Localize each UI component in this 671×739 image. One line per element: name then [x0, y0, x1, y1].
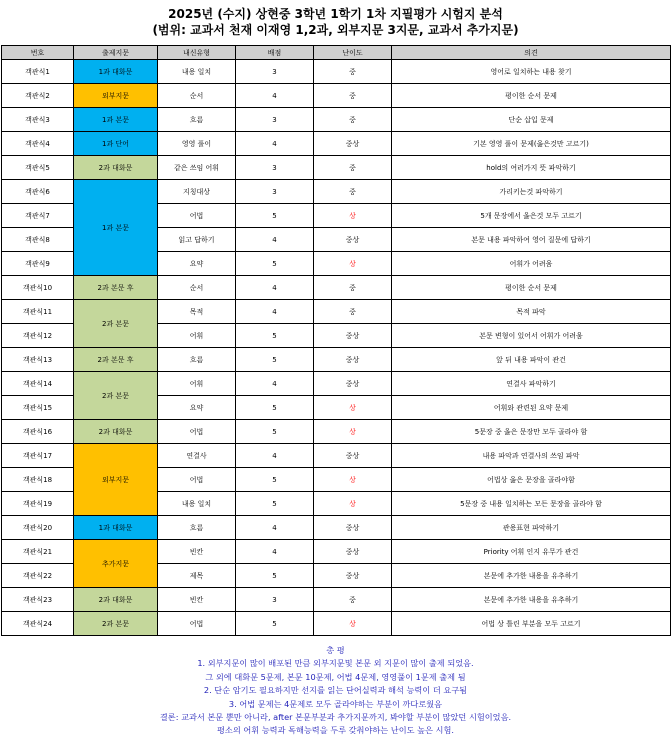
question-number: 객관식14: [2, 372, 74, 396]
difficulty: 중상: [314, 324, 392, 348]
question-number: 객관식11: [2, 300, 74, 324]
question-type: 요약: [158, 396, 236, 420]
question-type: 같은 쓰임 어휘: [158, 156, 236, 180]
difficulty: 상: [314, 612, 392, 636]
source-cell: 1과 본문: [74, 180, 158, 276]
difficulty: 중상: [314, 564, 392, 588]
question-number: 객관식17: [2, 444, 74, 468]
source-cell: 2과 본문 후: [74, 348, 158, 372]
opinion: 관용표현 파악하기: [392, 516, 671, 540]
question-number: 객관식1: [2, 60, 74, 84]
opinion: 앞 뒤 내용 파악이 관건: [392, 348, 671, 372]
question-type: 흐름: [158, 108, 236, 132]
question-type: 내용 일치: [158, 60, 236, 84]
difficulty: 중: [314, 180, 392, 204]
review-line: 결론: 교과서 본문 뿐만 아니라, after 본문부분과 추가지문까지, 봐야할 부분이 많았던 시험이었음.: [159, 712, 512, 723]
opinion: 5문장 중 내용 일치하는 모든 문장을 골라야 함: [392, 492, 671, 516]
difficulty: 중: [314, 84, 392, 108]
source-cell: 2과 본문: [74, 300, 158, 348]
question-number: 객관식7: [2, 204, 74, 228]
question-type: 어휘: [158, 372, 236, 396]
opinion: 5문장 중 옳은 문장만 모두 골라야 함: [392, 420, 671, 444]
question-number: 객관식6: [2, 180, 74, 204]
difficulty: 중상: [314, 516, 392, 540]
question-score: 3: [236, 108, 314, 132]
question-score: 5: [236, 396, 314, 420]
question-number: 객관식16: [2, 420, 74, 444]
table-row: [2, 540, 671, 564]
question-score: 3: [236, 588, 314, 612]
opinion: 연결사 파악하기: [392, 372, 671, 396]
question-type: 지칭대상: [158, 180, 236, 204]
opinion: 목적 파악: [392, 300, 671, 324]
review-line: 2. 단순 암기도 필요하지만 선지를 읽는 단어실력과 해석 능력이 더 요구됨: [203, 685, 468, 696]
question-number: 객관식9: [2, 252, 74, 276]
difficulty: 중: [314, 108, 392, 132]
question-score: 5: [236, 348, 314, 372]
table-row: [2, 156, 671, 180]
source-cell: 2과 본문: [74, 612, 158, 636]
question-type: 어법: [158, 612, 236, 636]
question-type: 내용 일치: [158, 492, 236, 516]
difficulty: 중: [314, 276, 392, 300]
review-section: [0, 644, 671, 738]
difficulty: 상: [314, 492, 392, 516]
header-opinion: 의견: [392, 46, 671, 60]
question-score: 3: [236, 180, 314, 204]
opinion: 단순 삽입 문제: [392, 108, 671, 132]
source-cell: 2과 대화문: [74, 156, 158, 180]
question-number: 객관식18: [2, 468, 74, 492]
question-type: 영영 풀이: [158, 132, 236, 156]
title-line-2: (범위: 교과서 천재 이재영 1,2과, 외부지문 3지문, 교과서 추가지문): [152, 23, 519, 37]
question-number: 객관식13: [2, 348, 74, 372]
difficulty: 중: [314, 156, 392, 180]
question-score: 4: [236, 276, 314, 300]
question-score: 4: [236, 228, 314, 252]
question-score: 4: [236, 300, 314, 324]
difficulty: 중상: [314, 132, 392, 156]
difficulty: 상: [314, 204, 392, 228]
question-number: 객관식22: [2, 564, 74, 588]
opinion: 내용 파악과 연결사의 쓰임 파악: [392, 444, 671, 468]
question-score: 3: [236, 60, 314, 84]
analysis-table: [1, 45, 671, 636]
question-type: 어휘: [158, 324, 236, 348]
question-type: 흐름: [158, 516, 236, 540]
review-line: 그 외에 대화문 5문제, 본문 10문제, 어법 4문제, 영영풀이 1문제 출제 됨: [205, 671, 466, 682]
header-source: 출제지문: [74, 46, 158, 60]
table-row: [2, 132, 671, 156]
source-cell: 2과 본문: [74, 372, 158, 420]
question-number: 객관식2: [2, 84, 74, 108]
question-score: 5: [236, 204, 314, 228]
source-cell: 외부지문: [74, 444, 158, 516]
question-type: 빈칸: [158, 540, 236, 564]
source-cell: 2과 대화문: [74, 420, 158, 444]
question-type: 읽고 답하기: [158, 228, 236, 252]
question-score: 4: [236, 84, 314, 108]
source-cell: 2과 본문 후: [74, 276, 158, 300]
question-score: 5: [236, 324, 314, 348]
table-header-row: [2, 46, 671, 60]
question-score: 4: [236, 444, 314, 468]
opinion: 어휘와 관련된 요약 문제: [392, 396, 671, 420]
opinion: 본문 내용 파악하여 영어 질문에 답하기: [392, 228, 671, 252]
review-line: 1. 외부지문이 많이 배포된 만큼 외부지문및 본문 외 지문이 많이 출제 되었음.: [197, 658, 474, 669]
question-type: 흐름: [158, 348, 236, 372]
difficulty: 중: [314, 300, 392, 324]
opinion: 평이한 순서 문제: [392, 276, 671, 300]
opinion: hold의 여러가지 뜻 파악하기: [392, 156, 671, 180]
source-cell: 외부지문: [74, 84, 158, 108]
table-row: [2, 348, 671, 372]
header-score: 배점: [236, 46, 314, 60]
source-cell: 추가지문: [74, 540, 158, 588]
difficulty: 중: [314, 588, 392, 612]
source-cell: 2과 대화문: [74, 588, 158, 612]
question-number: 객관식5: [2, 156, 74, 180]
question-score: 5: [236, 420, 314, 444]
difficulty: 상: [314, 252, 392, 276]
source-cell: 1과 대화문: [74, 516, 158, 540]
question-number: 객관식10: [2, 276, 74, 300]
question-type: 요약: [158, 252, 236, 276]
table-row: [2, 108, 671, 132]
source-cell: 1과 본문: [74, 108, 158, 132]
question-number: 객관식21: [2, 540, 74, 564]
review-line: 3. 어법 문제는 4문제로 모두 골라야하는 부분이 까다로웠음: [228, 698, 443, 709]
question-number: 객관식12: [2, 324, 74, 348]
question-number: 객관식4: [2, 132, 74, 156]
question-type: 제목: [158, 564, 236, 588]
question-score: 5: [236, 564, 314, 588]
table-row: [2, 276, 671, 300]
question-score: 5: [236, 612, 314, 636]
opinion: 어법 상 틀린 부분을 모두 고르기: [392, 612, 671, 636]
table-row: [2, 516, 671, 540]
table-row: [2, 60, 671, 84]
opinion: 본문에 추가한 내용을 유추하기: [392, 564, 671, 588]
table-row: [2, 588, 671, 612]
opinion: 어법상 옳은 문장을 골라야함: [392, 468, 671, 492]
question-number: 객관식19: [2, 492, 74, 516]
question-score: 4: [236, 132, 314, 156]
question-score: 5: [236, 252, 314, 276]
difficulty: 상: [314, 468, 392, 492]
question-type: 목적: [158, 300, 236, 324]
question-number: 객관식3: [2, 108, 74, 132]
table-row: [2, 372, 671, 396]
question-type: 연결사: [158, 444, 236, 468]
source-cell: 1과 대화문: [74, 60, 158, 84]
question-number: 객관식23: [2, 588, 74, 612]
question-number: 객관식15: [2, 396, 74, 420]
opinion: 영어로 일치하는 내용 찾기: [392, 60, 671, 84]
question-score: 3: [236, 156, 314, 180]
question-score: 4: [236, 372, 314, 396]
question-type: 순서: [158, 84, 236, 108]
difficulty: 중상: [314, 372, 392, 396]
question-type: 어법: [158, 204, 236, 228]
difficulty: 중상: [314, 228, 392, 252]
difficulty: 중: [314, 60, 392, 84]
question-score: 5: [236, 468, 314, 492]
header-level: 난이도: [314, 46, 392, 60]
difficulty: 상: [314, 420, 392, 444]
header-type: 내신유형: [158, 46, 236, 60]
question-score: 5: [236, 492, 314, 516]
source-cell: 1과 단어: [74, 132, 158, 156]
difficulty: 중상: [314, 540, 392, 564]
question-type: 어법: [158, 420, 236, 444]
opinion: 평이한 순서 문제: [392, 84, 671, 108]
review-line: 평소의 어휘 능력과 독해능력을 두루 갖춰야하는 난이도 높은 시험.: [217, 725, 454, 736]
difficulty: 중상: [314, 444, 392, 468]
opinion: 본문에 추가한 내용을 유추하기: [392, 588, 671, 612]
opinion: 5개 문장에서 옳은것 모두 고르기: [392, 204, 671, 228]
question-type: 어법: [158, 468, 236, 492]
table-row: [2, 420, 671, 444]
question-score: 4: [236, 516, 314, 540]
table-row: [2, 84, 671, 108]
review-title: 총 평: [326, 645, 345, 655]
question-number: 객관식20: [2, 516, 74, 540]
table-row: [2, 180, 671, 204]
opinion: Priority 어휘 인지 유무가 관건: [392, 540, 671, 564]
difficulty: 상: [314, 396, 392, 420]
question-number: 객관식24: [2, 612, 74, 636]
question-number: 객관식8: [2, 228, 74, 252]
opinion: 어휘가 어려움: [392, 252, 671, 276]
header-number: 번호: [2, 46, 74, 60]
title-line-1: 2025년 (수지) 상현중 3학년 1학기 1차 지필평가 시험지 분석: [168, 7, 503, 21]
opinion: 가리키는것 파악하기: [392, 180, 671, 204]
question-type: 순서: [158, 276, 236, 300]
table-row: [2, 444, 671, 468]
difficulty: 중상: [314, 348, 392, 372]
question-type: 빈칸: [158, 588, 236, 612]
table-row: [2, 612, 671, 636]
opinion: 기본 영영 풀이 문제(옳은것만 고르기): [392, 132, 671, 156]
table-row: [2, 300, 671, 324]
question-score: 4: [236, 540, 314, 564]
opinion: 본문 변형이 있어서 어휘가 어려움: [392, 324, 671, 348]
